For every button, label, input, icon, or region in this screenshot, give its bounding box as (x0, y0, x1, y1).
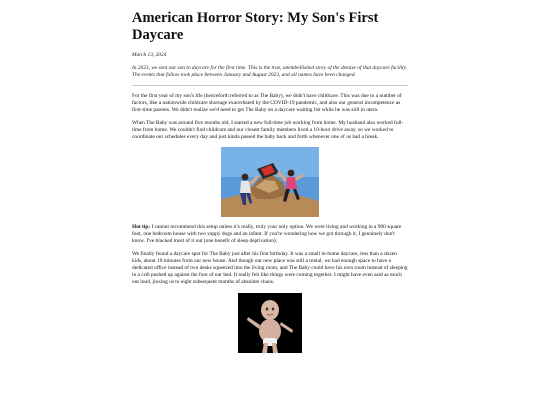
dancing-baby-image (238, 293, 302, 353)
article (132, 0, 408, 353)
page-title: American Horror Story: My Son's First Daycare (132, 10, 379, 43)
article-date: March 13, 2024 (132, 52, 167, 58)
divider (132, 85, 408, 86)
hot-tip-label: Hot tip: (132, 224, 151, 230)
paragraph-4: We finally found a daycare spot for The Baby just after his first birthday. It was a small in-home daycare, less than a dozen kids, about 10 minutes from our new house. And though our new place was still a rental, we had enough space to have a dedicated office instead of two desks squeezed into the living room, and The Baby could have his own room instead of sleeping in a crib pushed up against the foot of our bed. It really felt like things were coming together. I might have even said as much out loud, jinxing us to eight subsequent months of absolute chaos. (132, 251, 408, 285)
article-intro: In 2023, we sent our son to daycare for the first time. This is the true, unembellished story of the demise of that daycare facility. The events that follow took place between January and August 2023, and all names have been changed. (132, 65, 408, 78)
hot-tip-text: I cannot recommend this setup unless it's really, truly your only option. We were living and working in a 900 square foot, one bedroom house with two yappy dogs and an infant. If you're wondering how we got through it, I genuinely don't know. I've blacked most of it out (one benefit of sleep deprivation). (132, 224, 402, 244)
paragraph-2: When The Baby was around five months old, I started a new full-time job working from home. My husband also worked full-time from home. We couldn't find childcare and our closest family members lived a 10-hour drive away, so we worked to coordinate our schedules every day and just kinda passed the baby back and forth whenever one of us had a break. (132, 120, 404, 140)
paragraph-1: For the first year of my son's life (henceforth referred to as The Baby), we didn't have childcare. This was due to a number of factors, like a nationwide childcare shortage exacerbated by the COVID-19 pandemic, and also our general incompetence as first-time parents. We didn't realize we'd need to get The Baby on a daycare waiting list while he was still in utero. (132, 93, 402, 113)
hot-tip-paragraph (132, 224, 408, 245)
photo-pillow-fight-image (221, 147, 319, 217)
